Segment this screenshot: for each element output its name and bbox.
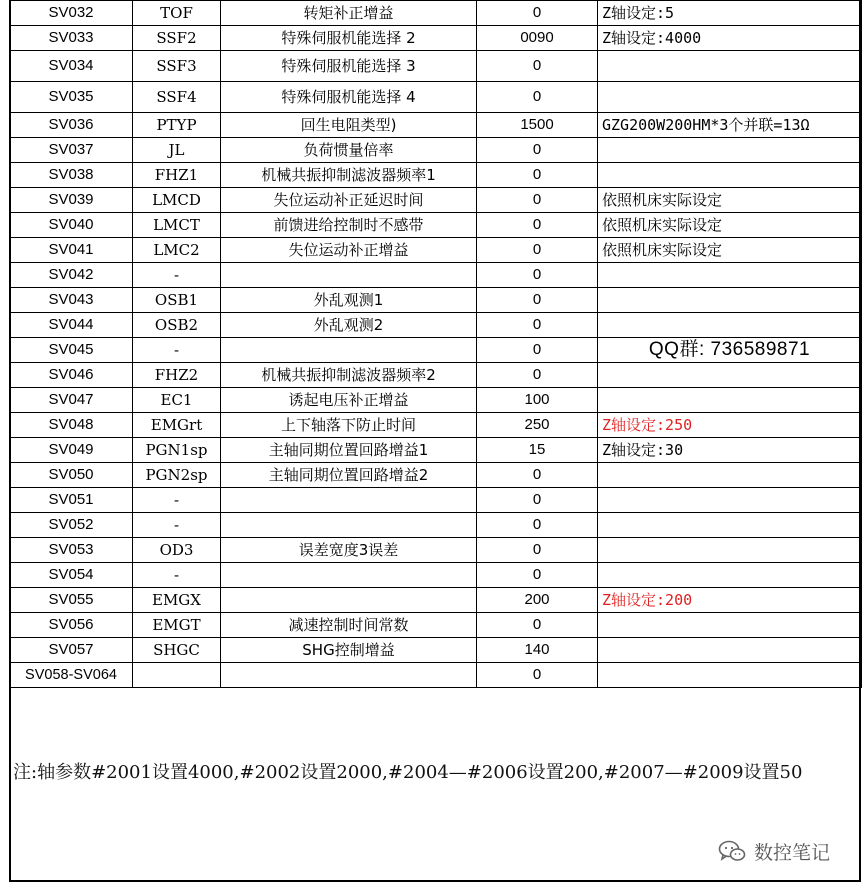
param-number: SV057 — [10, 638, 133, 663]
param-name: 前馈进给控制时不感带 — [221, 213, 477, 238]
table-row — [10, 588, 862, 613]
param-number: SV047 — [10, 388, 133, 413]
param-note — [598, 288, 862, 313]
param-code: PTYP — [133, 113, 221, 138]
table-row — [10, 363, 862, 388]
param-note: Z轴设定:30 — [598, 438, 862, 463]
param-code: EMGX — [133, 588, 221, 613]
param-number: SV035 — [10, 82, 133, 113]
param-note: Z轴设定:4000 — [598, 26, 862, 51]
param-value: 200 — [477, 588, 598, 613]
param-value: 0 — [477, 51, 598, 82]
param-value: 0 — [477, 488, 598, 513]
param-note: 依照机床实际设定 — [598, 188, 862, 213]
parameter-table-body — [10, 1, 862, 688]
param-name — [221, 663, 477, 688]
table-row — [10, 1, 862, 26]
param-name: 特殊伺服机能选择 3 — [221, 51, 477, 82]
param-value: 0 — [477, 1, 598, 26]
table-row — [10, 263, 862, 288]
param-note: GZG200W200HM*3个并联=13Ω — [598, 113, 862, 138]
param-number: SV051 — [10, 488, 133, 513]
param-code: OD3 — [133, 538, 221, 563]
param-number: SV042 — [10, 263, 133, 288]
param-note — [598, 363, 862, 388]
param-number: SV040 — [10, 213, 133, 238]
param-code: SSF2 — [133, 26, 221, 51]
param-code: LMCT — [133, 213, 221, 238]
param-note-highlight: Z轴设定:250 — [598, 413, 862, 438]
param-number: SV050 — [10, 463, 133, 488]
param-value: 0 — [477, 613, 598, 638]
table-row — [10, 388, 862, 413]
param-name: 机械共振抑制滤波器频率2 — [221, 363, 477, 388]
param-code: - — [133, 263, 221, 288]
param-value: 0090 — [477, 26, 598, 51]
table-row — [10, 113, 862, 138]
param-value: 0 — [477, 238, 598, 263]
param-number: SV033 — [10, 26, 133, 51]
param-code: PGN1sp — [133, 438, 221, 463]
param-code: - — [133, 513, 221, 538]
param-code: LMC2 — [133, 238, 221, 263]
param-name: 上下轴落下防止时间 — [221, 413, 477, 438]
param-note — [598, 463, 862, 488]
param-code: TOF — [133, 1, 221, 26]
param-note — [598, 663, 862, 688]
param-name — [221, 263, 477, 288]
table-row — [10, 488, 862, 513]
param-note: 依照机床实际设定 — [598, 238, 862, 263]
table-row — [10, 563, 862, 588]
param-number: SV034 — [10, 51, 133, 82]
param-value: 0 — [477, 338, 598, 363]
param-value: 0 — [477, 313, 598, 338]
param-code: - — [133, 338, 221, 363]
param-name: 诱起电压补正增益 — [221, 388, 477, 413]
table-row — [10, 638, 862, 663]
param-note — [598, 513, 862, 538]
table-row — [10, 313, 862, 338]
param-number: SV043 — [10, 288, 133, 313]
param-value: 0 — [477, 663, 598, 688]
param-name — [221, 513, 477, 538]
param-value: 0 — [477, 363, 598, 388]
param-name — [221, 563, 477, 588]
param-code: SSF4 — [133, 82, 221, 113]
param-note — [598, 82, 862, 113]
parameter-table — [9, 0, 862, 688]
param-number: SV044 — [10, 313, 133, 338]
param-note — [598, 51, 862, 82]
param-number: SV054 — [10, 563, 133, 588]
param-value: 0 — [477, 82, 598, 113]
param-name: 特殊伺服机能选择 4 — [221, 82, 477, 113]
param-name: 外乱观测2 — [221, 313, 477, 338]
param-name — [221, 338, 477, 363]
param-value: 0 — [477, 138, 598, 163]
table-row — [10, 213, 862, 238]
param-value: 0 — [477, 563, 598, 588]
table-row — [10, 188, 862, 213]
table-row — [10, 82, 862, 113]
param-value: 100 — [477, 388, 598, 413]
param-name: 外乱观测1 — [221, 288, 477, 313]
param-number: SV048 — [10, 413, 133, 438]
param-value: 15 — [477, 438, 598, 463]
param-value: 250 — [477, 413, 598, 438]
param-name: 失位运动补正增益 — [221, 238, 477, 263]
param-value: 0 — [477, 538, 598, 563]
wechat-logo-icon — [718, 838, 746, 864]
qq-group-note: QQ群: 736589871 — [598, 338, 862, 363]
param-value: 0 — [477, 463, 598, 488]
param-code: SSF3 — [133, 51, 221, 82]
param-note — [598, 138, 862, 163]
param-note — [598, 638, 862, 663]
table-row — [10, 288, 862, 313]
watermark-text: 数控笔记 — [754, 841, 831, 864]
param-name: 转矩补正增益 — [221, 1, 477, 26]
param-value: 0 — [477, 213, 598, 238]
param-name: 误差宽度3误差 — [221, 538, 477, 563]
param-note — [598, 538, 862, 563]
param-number: SV049 — [10, 438, 133, 463]
param-number: SV058-SV064 — [10, 663, 133, 688]
param-code: SHGC — [133, 638, 221, 663]
footnote: 注:轴参数#2001设置4000,#2002设置2000,#2004—#2006设置200,#2007—#2009设置50 — [13, 762, 803, 783]
param-value: 140 — [477, 638, 598, 663]
table-row — [10, 538, 862, 563]
table-row — [10, 138, 862, 163]
watermark — [718, 834, 830, 868]
param-name: 主轴同期位置回路增益2 — [221, 463, 477, 488]
param-code: PGN2sp — [133, 463, 221, 488]
param-note: Z轴设定:5 — [598, 1, 862, 26]
param-note — [598, 263, 862, 288]
param-number: SV038 — [10, 163, 133, 188]
param-value: 0 — [477, 263, 598, 288]
param-value: 1500 — [477, 113, 598, 138]
table-row — [10, 613, 862, 638]
param-code: EMGT — [133, 613, 221, 638]
param-number: SV046 — [10, 363, 133, 388]
param-number: SV032 — [10, 1, 133, 26]
param-note — [598, 563, 862, 588]
param-note-highlight: Z轴设定:200 — [598, 588, 862, 613]
param-code: EMGrt — [133, 413, 221, 438]
param-value: 0 — [477, 513, 598, 538]
table-row — [10, 663, 862, 688]
param-code: OSB1 — [133, 288, 221, 313]
table-row — [10, 513, 862, 538]
param-name: SHG控制增益 — [221, 638, 477, 663]
param-code: OSB2 — [133, 313, 221, 338]
param-note — [598, 488, 862, 513]
table-row — [10, 238, 862, 263]
param-number: SV053 — [10, 538, 133, 563]
table-row — [10, 26, 862, 51]
param-note — [598, 313, 862, 338]
param-number: SV055 — [10, 588, 133, 613]
table-row — [10, 438, 862, 463]
param-name — [221, 488, 477, 513]
param-code: JL — [133, 138, 221, 163]
param-code: - — [133, 488, 221, 513]
param-number: SV037 — [10, 138, 133, 163]
param-name: 机械共振抑制滤波器频率1 — [221, 163, 477, 188]
param-code: EC1 — [133, 388, 221, 413]
param-code — [133, 663, 221, 688]
param-value: 0 — [477, 288, 598, 313]
table-row — [10, 51, 862, 82]
param-code: LMCD — [133, 188, 221, 213]
param-note — [598, 163, 862, 188]
param-name: 减速控制时间常数 — [221, 613, 477, 638]
param-note — [598, 613, 862, 638]
param-note — [598, 388, 862, 413]
param-name: 回生电阻类型) — [221, 113, 477, 138]
param-note: 依照机床实际设定 — [598, 213, 862, 238]
param-number: SV052 — [10, 513, 133, 538]
param-number: SV045 — [10, 338, 133, 363]
param-number: SV036 — [10, 113, 133, 138]
table-row — [10, 413, 862, 438]
table-row — [10, 338, 862, 363]
param-code: FHZ1 — [133, 163, 221, 188]
param-number: SV041 — [10, 238, 133, 263]
param-code: - — [133, 563, 221, 588]
param-name: 特殊伺服机能选择 2 — [221, 26, 477, 51]
param-name: 负荷惯量倍率 — [221, 138, 477, 163]
param-value: 0 — [477, 163, 598, 188]
param-code: FHZ2 — [133, 363, 221, 388]
param-name — [221, 588, 477, 613]
table-row — [10, 463, 862, 488]
param-name: 失位运动补正延迟时间 — [221, 188, 477, 213]
param-name: 主轴同期位置回路增益1 — [221, 438, 477, 463]
param-number: SV056 — [10, 613, 133, 638]
param-number: SV039 — [10, 188, 133, 213]
param-value: 0 — [477, 188, 598, 213]
table-row — [10, 163, 862, 188]
